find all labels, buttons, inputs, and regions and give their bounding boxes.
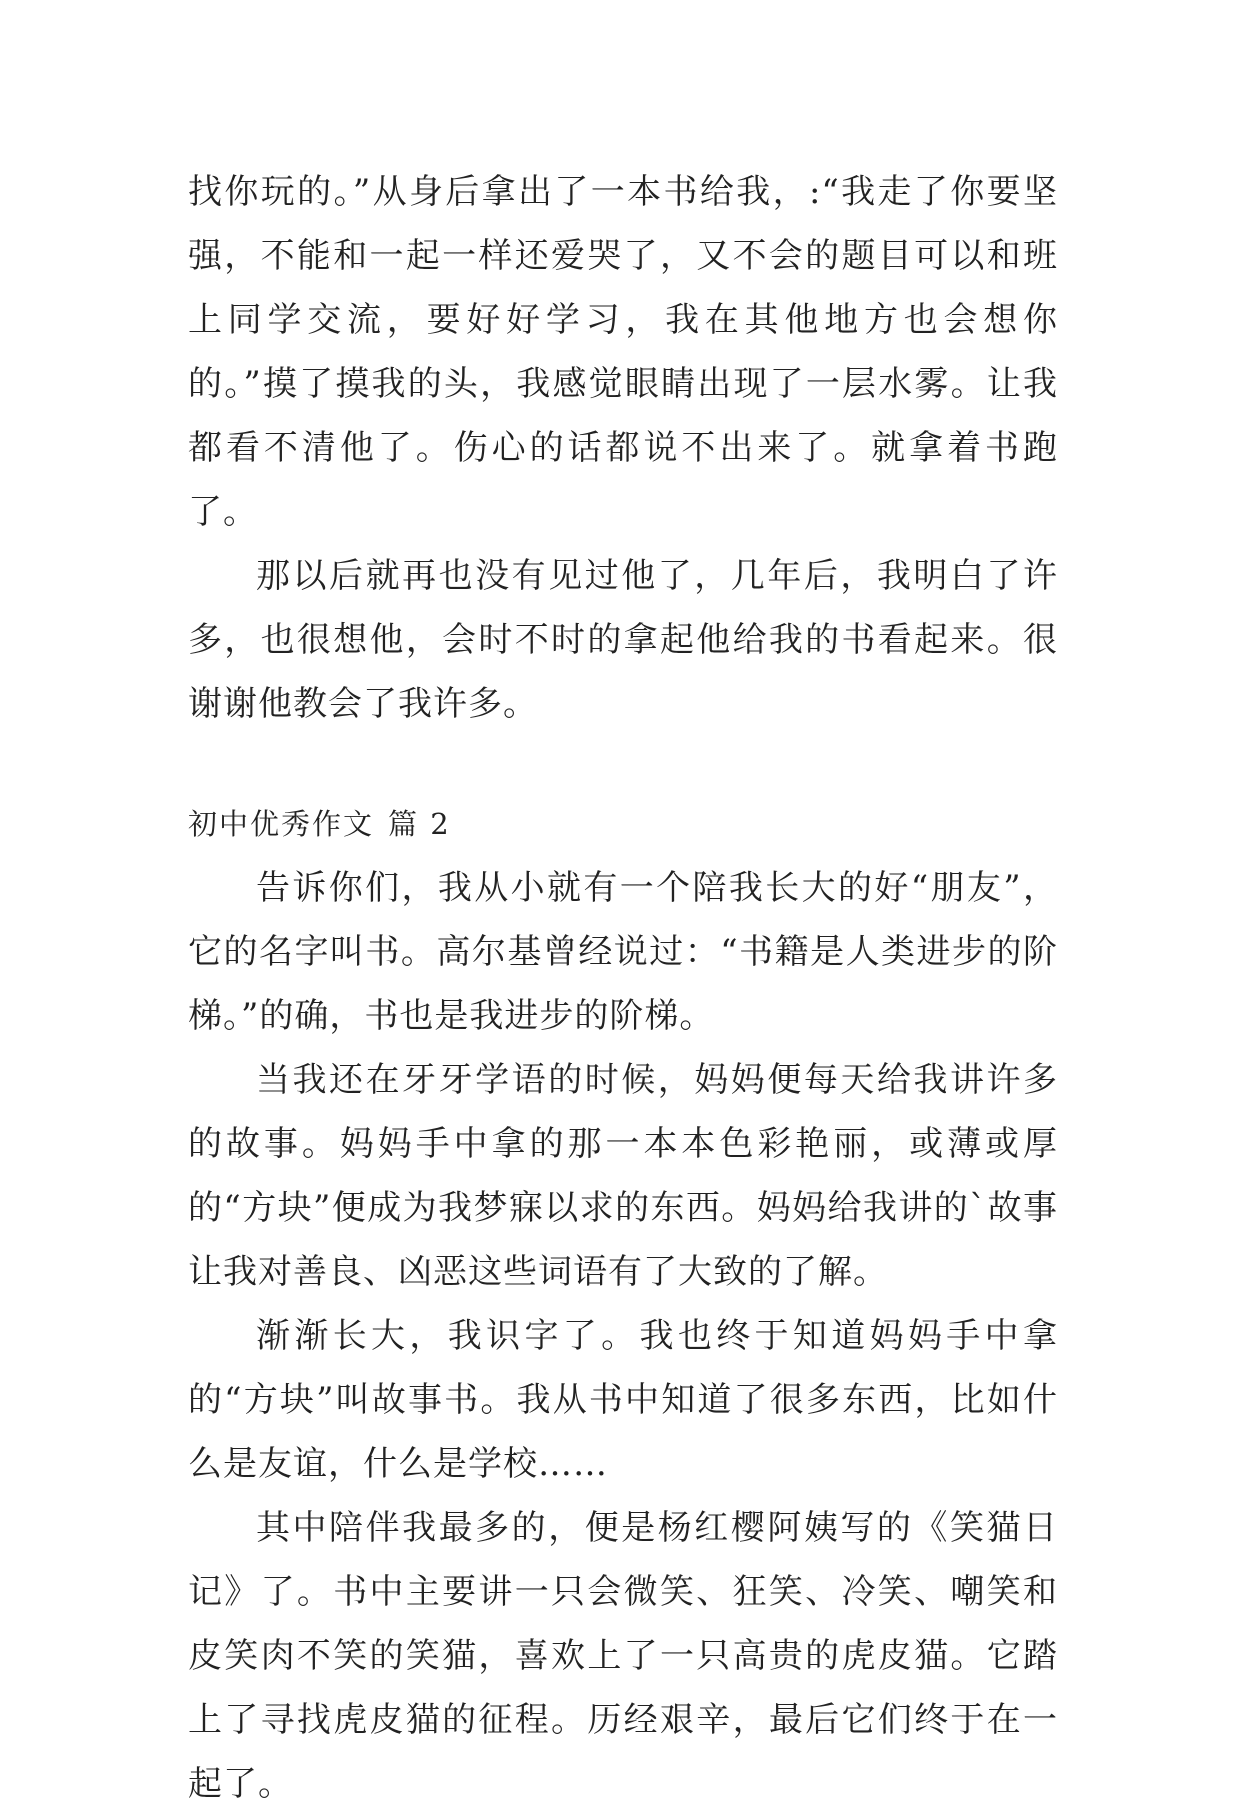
paragraph: 当我还在牙牙学语的时候，妈妈便每天给我讲许多的故事。妈妈手中拿的那一本本色彩艳丽，或薄或厚的“方块”便成为我梦寐以求的东西。妈妈给我讲的`故事让我对善良、凶恶这些词语有了大致的了解。 — [188, 1060, 1058, 1292]
section-heading — [188, 792, 1058, 856]
paragraph: 其中陪伴我最多的，便是杨红樱阿姨写的《笑猫日记》了。书中主要讲一只会微笑、狂笑、冷笑、嘲笑和皮笑肉不笑的笑猫，喜欢上了一只高贵的虎皮猫。它踏上了寻找虎皮猫的征程。历经艰辛，最后它们终于在一起了。 — [188, 1508, 1058, 1804]
section-number: 篇 2 — [388, 807, 451, 841]
paragraph-continued: 找你玩的。”从身后拿出了一本书给我，:“我走了你要坚强，不能和一起一样还爱哭了，又不会的题目可以和班上同学交流，要好好学习，我在其他地方也会想你的。”摸了摸我的头，我感觉眼睛出现了一层水雾。让我都看不清他了。伤心的话都说不出来了。就拿着书跑了。 — [188, 172, 1058, 532]
paragraph: 告诉你们，我从小就有一个陪我长大的好“朋友”，它的名字叫书。高尔基曾经说过：“书籍是人类进步的阶梯。”的确，书也是我进步的阶梯。 — [188, 868, 1058, 1036]
paragraph: 渐渐长大，我识字了。我也终于知道妈妈手中拿的“方块”叫故事书。我从书中知道了很多东西，比如什么是友谊，什么是学校…… — [188, 1316, 1058, 1484]
paragraph: 那以后就再也没有见过他了，几年后，我明白了许多，也很想他，会时不时的拿起他给我的书看起来。很谢谢他教会了我许多。 — [188, 556, 1058, 724]
document-page — [188, 160, 1058, 1816]
section-title: 初中优秀作文 — [188, 807, 375, 841]
